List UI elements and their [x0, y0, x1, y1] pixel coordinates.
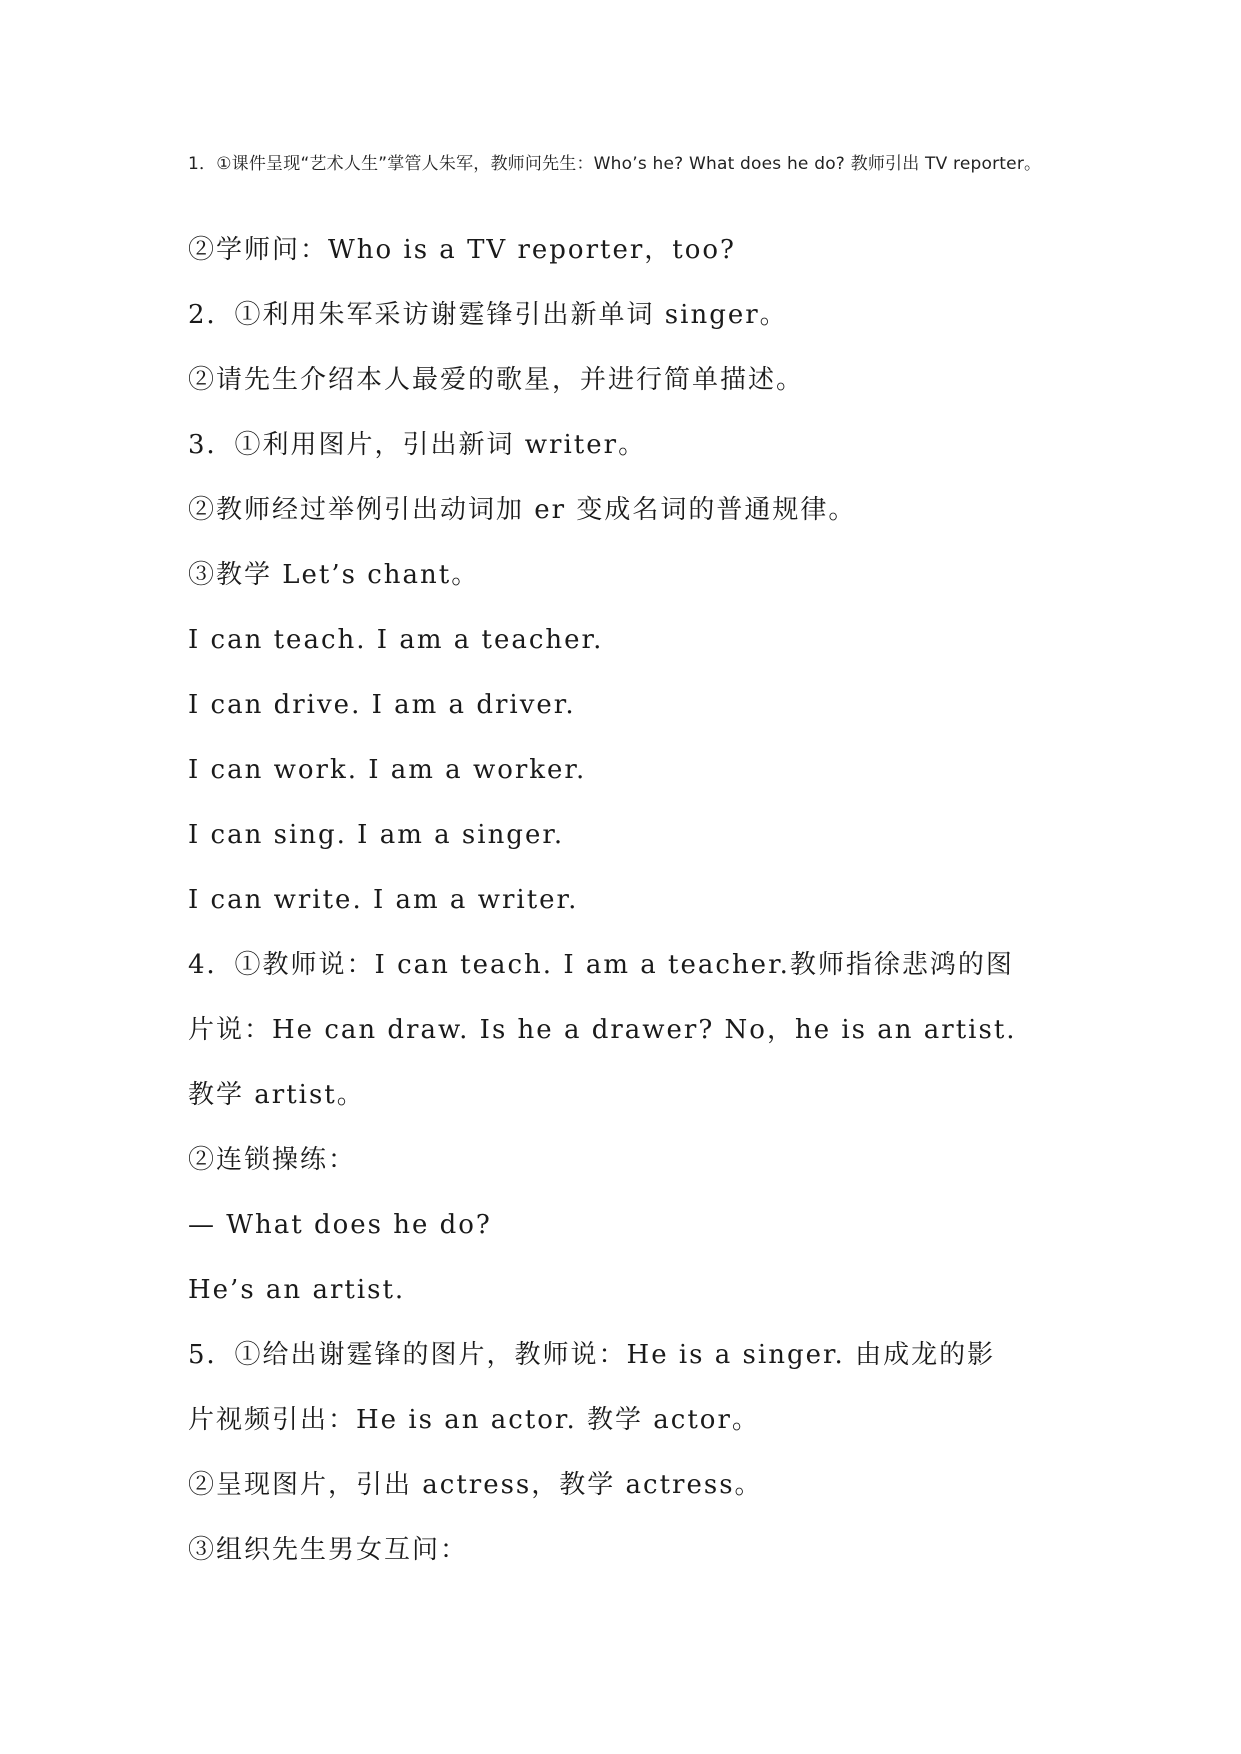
text-line: 3．①利用图片，引出新词 writer。: [188, 430, 647, 460]
chant-line: I can teach. I am a teacher.: [188, 625, 604, 655]
text-line: ②教师经过举例引出动词加 er 变成名词的普通规律。: [188, 495, 857, 525]
text-line: 教学 artist。: [188, 1080, 365, 1110]
text-line: ③教学 Let’s chant。: [188, 560, 480, 590]
chant-line: I can work. I am a worker.: [188, 755, 587, 785]
text-line: ②请先生介绍本人最爱的歌星，并进行简单描述。: [188, 365, 805, 395]
text-line: ②呈现图片，引出 actress，教学 actress。: [188, 1470, 763, 1500]
chant-line: I can write. I am a writer.: [188, 885, 579, 915]
dialogue-line: — What does he do?: [188, 1210, 492, 1240]
text-line: 片视频引出：He is an actor. 教学 actor。: [188, 1405, 760, 1435]
text-line: 5．①给出谢霆锋的图片，教师说：He is a singer. 由成龙的影: [188, 1340, 996, 1370]
text-line: 片说：He can draw. Is he a drawer? No，he is an artist.: [188, 1015, 1017, 1045]
text-line: ③组织先生男女互问：: [188, 1535, 469, 1565]
text-line: 2．①利用朱军采访谢霆锋引出新单词 singer。: [188, 300, 788, 330]
dialogue-line: He’s an artist.: [188, 1275, 406, 1305]
chant-line: I can sing. I am a singer.: [188, 820, 565, 850]
chant-line: I can drive. I am a driver.: [188, 690, 576, 720]
intro-paragraph: 1．①课件呈现“艺术人生”掌管人朱军，教师问先生：Who’s he? What does he do? 教师引出 TV reporter。: [188, 154, 1042, 174]
body-lines: [188, 226, 1068, 1591]
text-line: ②连锁操练：: [188, 1145, 357, 1175]
text-line: ②学师问：Who is a TV reporter，too?: [188, 235, 736, 265]
text-line: 4．①教师说：I can teach. I am a teacher.教师指徐悲鸿的图: [188, 950, 1014, 980]
